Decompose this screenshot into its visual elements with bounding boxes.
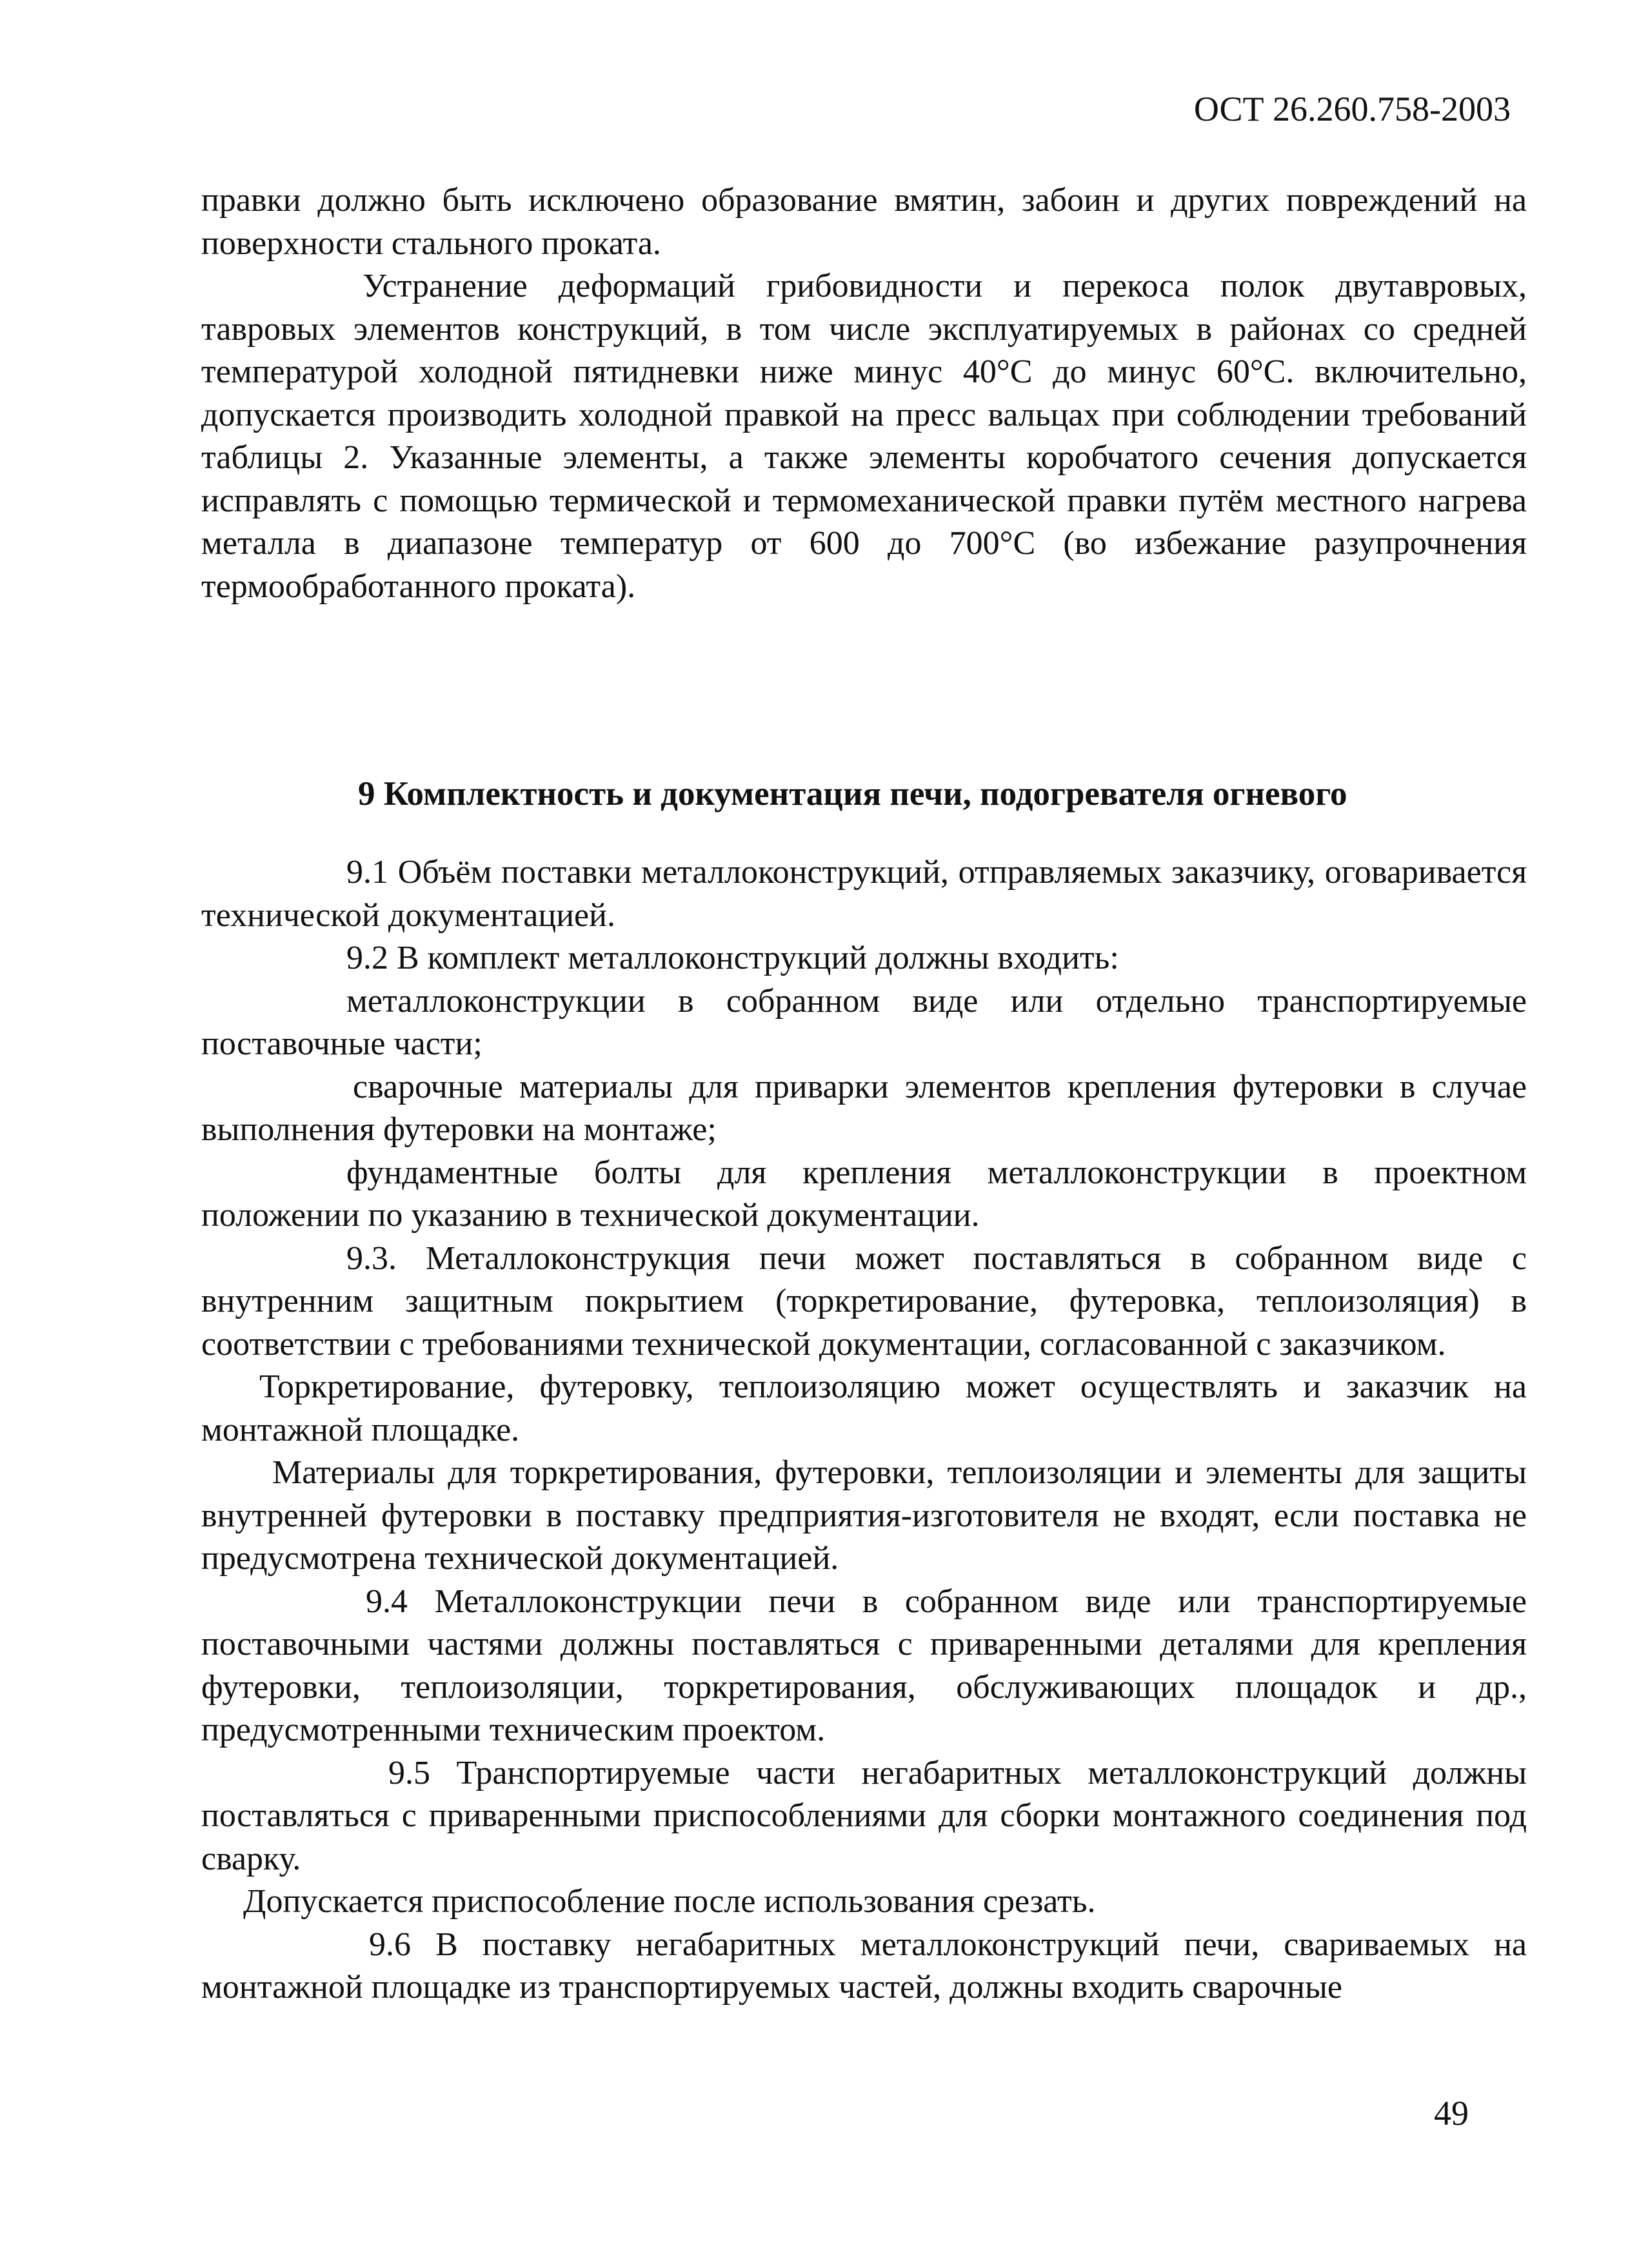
paragraph: правки должно быть исключено образование вмятин, забоин и других повреждений на поверхности стального проката. [201, 182, 1527, 262]
page-number: 49 [1434, 2094, 1469, 2133]
paragraph: 9.6 В поставку негабаритных металлоконструкций печи, свариваемых на монтажной площадке из транспортируемых частей, должны входить сварочные [201, 1926, 1527, 2006]
paragraph: 9.1 Объём поставки металлоконструкций, отправляемых заказчику, оговаривается технической документацией. [201, 854, 1527, 934]
list-item: фундаментные болты для крепления металлоконструкции в проектном положении по указанию в технической документации. [201, 1154, 1527, 1234]
intro-text-block [201, 179, 1527, 608]
list-item: сварочные материалы для приварки элементов крепления футеровки в случае выполнения футеровки на монтаже; [201, 1068, 1527, 1148]
paragraph: Допускается приспособление после использования срезать. [243, 1883, 1096, 1920]
paragraph: 9.2 В комплект металлоконструкций должны входить: [346, 940, 1119, 976]
paragraph: Устранение деформаций грибовидности и перекоса полок двутавровых, тавровых элементов конструкций, в том числе эксплуатируемых в районах со средней температурой холодной пятидневки ниже минус 40°С до минус 60°С. включительно, допускается производить холодной правкой на пресс вальцах при соблюдении требований таблицы 2. Указанные элементы, а также элементы коробчатого сечения допускается исправлять с помощью термической и термомеханической правки путём местного нагрева металла в диапазоне температур от 600 до 700°С (во избежание разупрочнения термообработанного проката). [201, 268, 1527, 605]
document-code: ОСТ 26.260.758-2003 [1193, 90, 1511, 128]
list-item: металлоконструкции в собранном виде или отдельно транспортируемые поставочные части; [201, 982, 1527, 1062]
paragraph: 9.3. Металлоконструкция печи может поставляться в собранном виде с внутренним защитным покрытием (торкретирование, футеровка, теплоизоляция) в соответствии с требованиями технической документации, согласованной с заказчиком. [201, 1239, 1527, 1363]
section-heading: 9 Комплектность и документация печи, подогревателя огневого [358, 775, 1347, 813]
paragraph: 9.4 Металлоконструкции печи в собранном виде или транспортируемые поставочными частями должны поставляться с приваренными деталями для крепления футеровки, теплоизоляции, торкретирования, обслуживающих площадок и др., предусмотренными техническим проектом. [201, 1583, 1527, 1748]
paragraph: Торкретирование, футеровку, теплоизоляцию может осуществлять и заказчик на монтажной площадке. [201, 1368, 1527, 1448]
paragraph: Материалы для торкретирования, футеровки, теплоизоляции и элементы для защиты внутренней футеровки в поставку предприятия-изготовителя не входят, если поставка не предусмотрена технической документацией. [201, 1454, 1527, 1577]
section-text-block [201, 851, 1527, 2009]
paragraph: 9.5 Транспортируемые части негабаритных металлоконструкций должны поставляться с приваренными приспособлениями для сборки монтажного соединения под сварку. [201, 1754, 1527, 1877]
